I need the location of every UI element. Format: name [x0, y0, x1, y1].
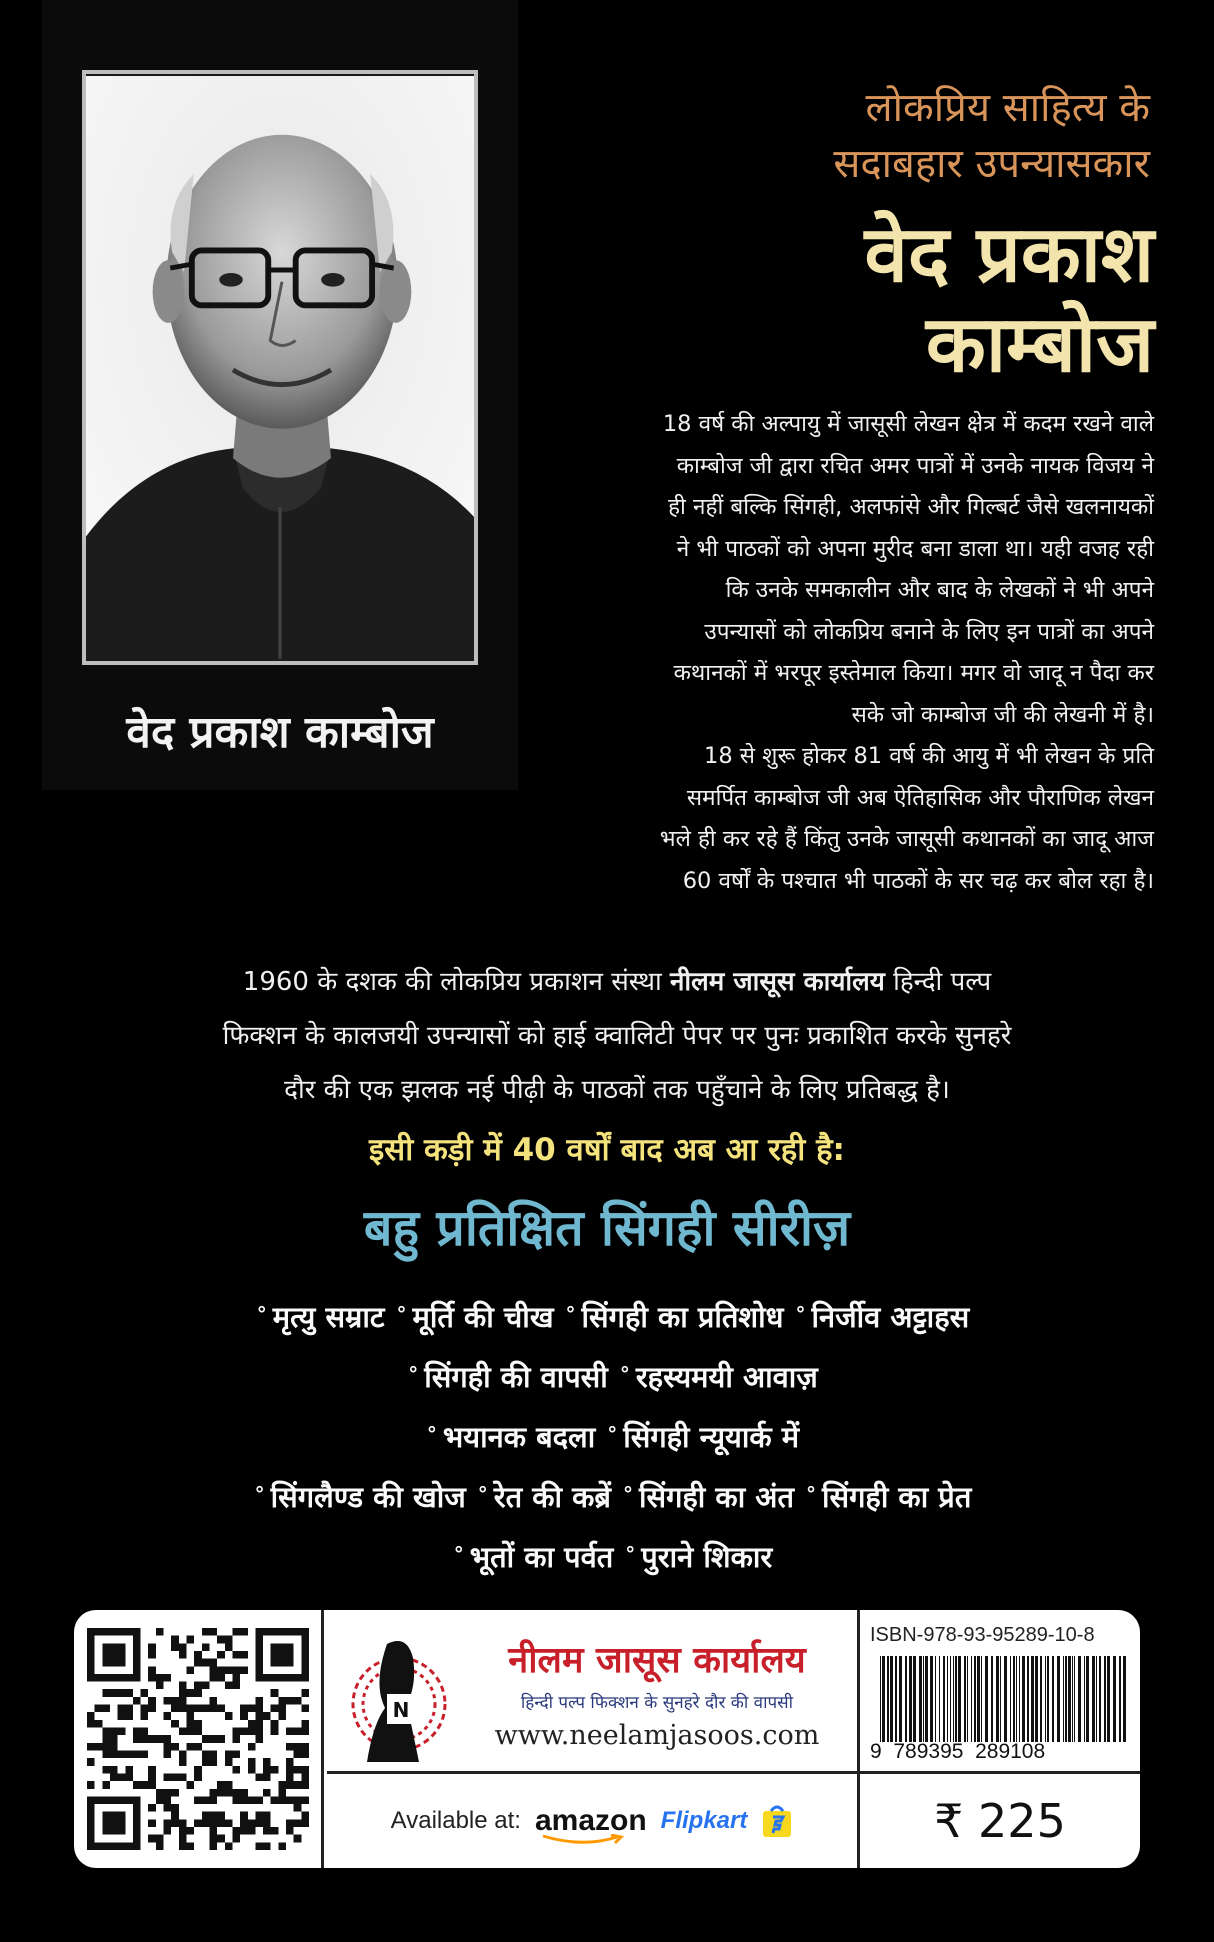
bio-line: ही नहीं बल्कि सिंगही, अलफांसे और गिल्बर्ट जैसे खलनायकों: [668, 494, 1154, 520]
book-title: सिंगही की वापसी: [424, 1360, 608, 1394]
bio-line: उपन्यासों को लोकप्रिय बनाने के लिए इन पात्रों का अपने: [704, 618, 1154, 645]
publisher-text: 1960 के दशक की लोकप्रिय प्रकाशन संस्था: [242, 967, 670, 997]
publisher-slogan: हिन्दी पल्प फिक्शन के सुनहरे दौर की वापसी: [520, 1693, 794, 1713]
flipkart-logo[interactable]: Flipkart: [660, 1807, 748, 1834]
bullet-icon: °: [565, 1302, 576, 1326]
qr-code-icon: [87, 1628, 309, 1850]
bio-line: समर्पित काम्बोज जी अब ऐतिहासिक और पौराणिक लेखन: [686, 784, 1154, 811]
bio-line: कथानकों में भरपूर इस्तेमाल किया। मगर वो जादू न पैदा कर: [673, 660, 1154, 686]
portrait-panel: [42, 0, 518, 790]
qr-code[interactable]: [74, 1610, 324, 1868]
bullet-icon: °: [408, 1362, 419, 1386]
tagline: [630, 80, 1150, 192]
bio-line: 18 वर्ष की अल्पायु में जासूसी लेखन क्षेत्र में कदम रखने वाले: [662, 411, 1154, 437]
publisher-line: दौर की एक झलक नई पीढ़ी के पाठकों तक पहुँचाने के लिए प्रतिबद्ध है।: [284, 1075, 950, 1105]
book-list-line: [40, 1404, 1174, 1464]
tagline-line: सदाबहार उपन्यासकार: [833, 141, 1150, 187]
publisher-logo-icon: [347, 1624, 451, 1762]
book-title: सिंगही न्यूयार्क में: [623, 1420, 800, 1454]
footer-box: [74, 1610, 1140, 1868]
author-title: [594, 210, 1154, 390]
amazon-logo[interactable]: [535, 1804, 647, 1838]
amazon-text: amazon: [534, 1804, 647, 1837]
publisher-line: फिक्शन के कालजयी उपन्यासों को हाई क्वालिटी पेपर पर पुनः प्रकाशित करके सुनहरे: [222, 1021, 1012, 1051]
portrait-caption: वेद प्रकाश काम्बोज: [126, 707, 434, 758]
book-list-line: [40, 1344, 1174, 1404]
bullet-icon: °: [254, 1482, 265, 1506]
bullet-icon: °: [256, 1302, 267, 1326]
barcode-icon: [878, 1656, 1128, 1742]
isbn-block: [860, 1610, 1140, 1774]
flipkart-bag-icon: [761, 1803, 793, 1839]
bullet-icon: °: [625, 1542, 636, 1566]
author-bio: [520, 404, 1154, 902]
book-title: पुराने शिकार: [641, 1540, 773, 1574]
book-title: निर्जीव अट्टाहस: [811, 1300, 970, 1334]
bullet-icon: °: [795, 1302, 806, 1326]
publisher-name-bold: नीलम जासूस कार्यालय: [670, 967, 885, 997]
bullet-icon: °: [453, 1542, 464, 1566]
bio-line: सके जो काम्बोज जी की लेखनी में है।: [851, 701, 1154, 728]
book-title: मूर्ति की चीख: [412, 1300, 554, 1334]
book-title: मृत्यु सम्राट: [272, 1300, 385, 1334]
publisher-logo-block: [327, 1610, 860, 1774]
amazon-smile-icon: [541, 1834, 625, 1846]
book-title: रेत की कब्रें: [493, 1480, 611, 1514]
bullet-icon: °: [396, 1302, 407, 1326]
bullet-icon: °: [622, 1482, 633, 1506]
bio-line: काम्बोज जी द्वारा रचित अमर पात्रों में उनके नायक विजय ने: [676, 452, 1154, 479]
book-title: सिंगही का प्रतिशोध: [581, 1300, 784, 1334]
bio-line: कि उनके समकालीन और बाद के लेखकों ने भी अपने: [725, 577, 1154, 603]
book-title: रहस्यमयी आवाज़: [635, 1360, 818, 1394]
publisher-text: हिन्दी पल्प: [884, 967, 992, 997]
author-photo-illustration: [86, 74, 474, 661]
price: ₹ 225: [934, 1794, 1066, 1848]
bio-line: भले ही कर रहे हैं किंतु उनके जासूसी कथानकों का जादू आज: [659, 826, 1154, 852]
book-list-line: [40, 1524, 1174, 1584]
bullet-icon: °: [477, 1482, 488, 1506]
available-label: Available at:: [390, 1807, 521, 1834]
bio-line: ने भी पाठकों को अपना मुरीद बना डाला था। यही वजह रही: [676, 535, 1154, 562]
svg-text:N: N: [392, 1698, 410, 1722]
barcode-digits: 9 789395 289108: [870, 1740, 1046, 1763]
series-title: बहु प्रतिक्षित सिंगही सीरीज़: [363, 1198, 851, 1257]
bullet-icon: °: [805, 1482, 816, 1506]
bio-line: 18 से शुरू होकर 81 वर्ष की आयु में भी लेखन के प्रति: [704, 743, 1154, 769]
book-title: भयानक बदला: [442, 1420, 596, 1454]
bullet-icon: °: [619, 1362, 630, 1386]
book-title: भूतों का पर्वत: [469, 1540, 614, 1574]
tagline-line: लोकप्रिय साहित्य के: [865, 85, 1150, 131]
publisher-line: [90, 955, 1144, 1009]
book-title: सिंगलैण्ड की खोज: [270, 1480, 466, 1514]
book-list: [40, 1284, 1174, 1584]
author-title-line: वेद प्रकाश: [864, 209, 1154, 300]
isbn-number: ISBN-978-93-95289-10-8: [870, 1624, 1095, 1646]
bio-line: 60 वर्षों के पश्चात भी पाठकों के सर चढ़ कर बोल रहा है।: [682, 867, 1154, 894]
bullet-icon: °: [607, 1422, 618, 1446]
bullet-icon: °: [426, 1422, 437, 1446]
author-photo: [82, 70, 478, 665]
book-title: सिंगही का प्रेत: [821, 1480, 972, 1514]
book-list-line: [40, 1464, 1174, 1524]
publisher-paragraph: [90, 955, 1144, 1117]
publisher-url[interactable]: www.neelamjasoos.com: [494, 1720, 820, 1751]
book-list-line: [40, 1284, 1174, 1344]
author-title-line: काम्बोज: [925, 299, 1154, 390]
book-title: सिंगही का अंत: [638, 1480, 794, 1514]
availability-bar: [327, 1774, 860, 1868]
publisher-name: नीलम जासूस कार्यालय: [508, 1639, 806, 1681]
series-announcement: इसी कड़ी में 40 वर्षों बाद अब आ रही है:: [369, 1132, 845, 1168]
